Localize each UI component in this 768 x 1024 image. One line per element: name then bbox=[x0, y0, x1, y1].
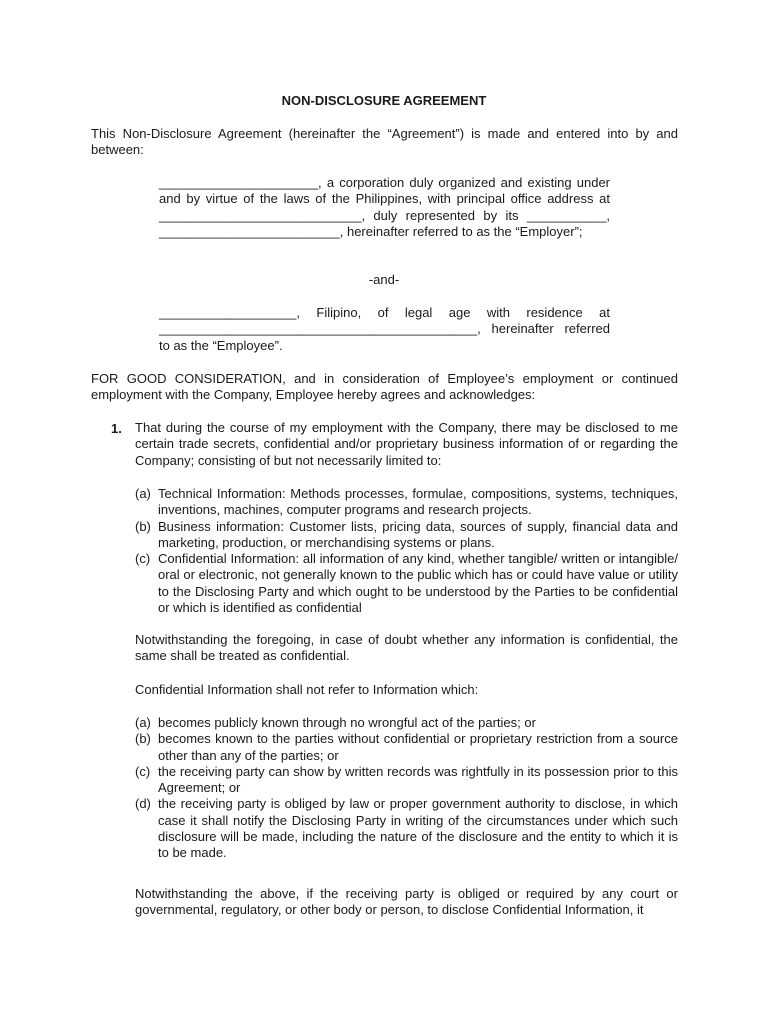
list-item bbox=[135, 519, 678, 552]
exclusions-list bbox=[135, 715, 678, 862]
notwithstanding-paragraph-2: Notwithstanding the above, if the receiving party is obliged or required by any court or governmental, regulatory, or other body or person, to disclose Confidential Information, it bbox=[135, 886, 678, 918]
list-item bbox=[135, 486, 678, 519]
notwithstanding-paragraph-1: Notwithstanding the foregoing, in case of doubt whether any information is confidential, the same shall be treated as confidential. bbox=[135, 632, 678, 664]
list-item bbox=[135, 551, 678, 616]
list-item bbox=[135, 715, 678, 731]
list-marker: (d) bbox=[135, 796, 151, 812]
list-item-text: the receiving party is obliged by law or proper government authority to disclose, in which case it shall notify the Disclosing Party in writing of the circumstances under which such disclosure will be made, including the nature of the disclosure and the entity to which it is to be made. bbox=[158, 796, 678, 861]
intro-paragraph: This Non-Disclosure Agreement (hereinafter the “Agreement”) is made and entered into by and between: bbox=[91, 126, 678, 158]
list-item-text: becomes publicly known through no wrongful act of the parties; or bbox=[158, 715, 536, 730]
list-item-text: Confidential Information: all information of any kind, whether tangible/ written or intangible/ oral or electronic, not generally known to the public which has or could have value or utility to the Disclosing Party and which ought to be understood by the Parties to be confidential or which is identified as confidential bbox=[158, 551, 678, 616]
list-item bbox=[135, 731, 678, 764]
list-marker: (c) bbox=[135, 763, 151, 779]
list-item-text: the receiving party can show by written records was rightfully in its possession prior to this Agreement; or bbox=[158, 763, 678, 796]
list-marker: (c) bbox=[135, 551, 151, 567]
list-item-text: becomes known to the parties without confidential or proprietary restriction from a source other than any of the parties; or bbox=[158, 731, 678, 763]
list-marker: (a) bbox=[135, 715, 151, 730]
clause-number: 1. bbox=[111, 421, 122, 436]
clause-1-text: That during the course of my employment with the Company, there may be disclosed to me certain trade secrets, confidential and/or proprietary business information of or regarding the Company; consisting of but not necessarily limited to: bbox=[135, 420, 678, 468]
consideration-paragraph: FOR GOOD CONSIDERATION, and in consideration of Employee’s employment or continued employment with the Company, Employee hereby agrees and acknowledges: bbox=[91, 371, 678, 403]
list-item bbox=[135, 764, 678, 797]
list-item-text: Technical Information: Methods processes, formulae, compositions, systems, techniques, inventions, machines, computer programs and research projects. bbox=[158, 486, 678, 518]
list-marker: (a) bbox=[135, 486, 151, 501]
and-separator: -and- bbox=[368, 272, 400, 287]
exclusions-intro: Confidential Information shall not refer to Information which: bbox=[135, 682, 479, 697]
list-item bbox=[135, 796, 678, 861]
list-marker: (b) bbox=[135, 731, 151, 747]
employer-party-block: ______________________, a corporation duly organized and existing under and by virtue of the laws of the Philippines, with principal office address at ____________________________, duly represented by its ___________, _________________________, hereinafter referred to as the “Employer”; bbox=[159, 175, 610, 239]
list-marker: (b) bbox=[135, 518, 151, 534]
employee-party-block: ___________________, Filipino, of legal age with residence at ____________________________________________, hereinafter referred to as the “Employee”. bbox=[159, 305, 610, 353]
document-title: NON-DISCLOSURE AGREEMENT bbox=[281, 93, 487, 108]
information-types-list bbox=[135, 486, 678, 616]
list-item-text: Business information: Customer lists, pricing data, sources of supply, financial data and marketing, production, or merchandising systems or plans. bbox=[158, 518, 678, 550]
